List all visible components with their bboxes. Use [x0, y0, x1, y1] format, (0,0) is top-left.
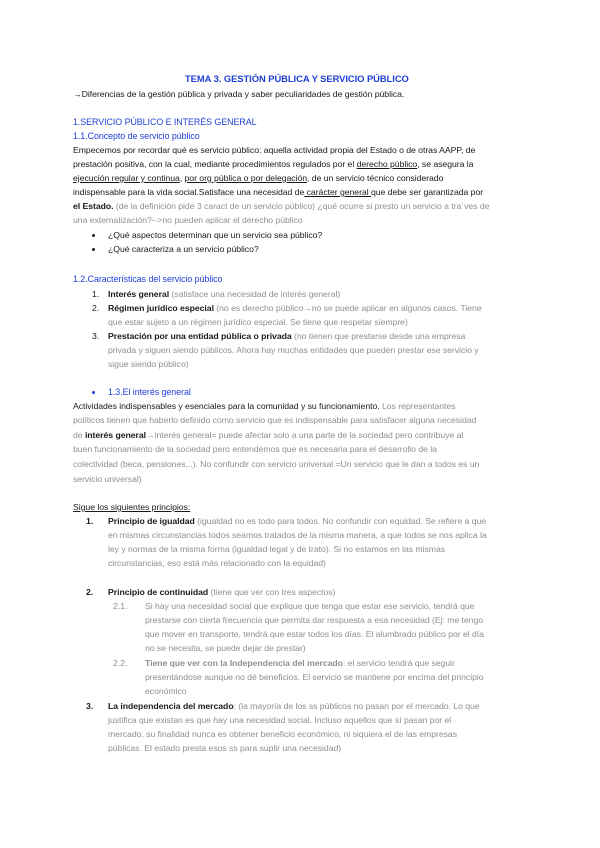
subsection-heading-1-3: 1.3.El interés general	[108, 387, 191, 397]
subsection-heading-1-2: 1.2.Características del servicio público	[73, 274, 223, 284]
subsection-heading-1-1: 1.1.Concepto de servicio público	[73, 131, 200, 141]
bullet-icon	[92, 248, 95, 251]
bullet-icon	[92, 234, 95, 237]
paragraph-line: el Estado. (de la definición pide 3 caract de un servicio público) ¿qué ocurre si presto un servicio a tra´ves de	[73, 201, 490, 211]
section-heading: 1.SERVICIO PÚBLICO E INTERÉS GENERAL	[73, 117, 257, 127]
sublist-number: 2.2.	[113, 658, 128, 668]
list-item-continuation: privada y siguen siendo públicos. Ahora hay muchas entidades que pueden prestar ese servicio y	[108, 345, 479, 355]
paragraph-line: de interés general→interés general= puede afectar solo a una parte de la sociedad pero contribuye al	[73, 430, 464, 440]
list-item: Interés general (satisface una necesidad de interés general)	[108, 289, 341, 299]
paragraph-line: Empecemos por recordar qué es servicio público: aquella actividad propia del Estado o de otras AAPP, de	[73, 145, 476, 155]
paragraph-line: servicio universal)	[73, 474, 142, 484]
paragraph-line: colectividad (beca, pensiones,..). No confundir con servicio universal =Un servicio que le dan a todos es un	[73, 459, 480, 469]
paragraph-line: ejecución regular y continua, por org pública o por delegación, de un servicio técnico considerado	[73, 173, 444, 183]
bullet-icon	[92, 391, 95, 394]
list-number: 2.	[92, 303, 100, 313]
list-number: 2.	[86, 587, 94, 597]
list-item-continuation: justifica que existan es que hay una necesidad social. Incluso aquellos que sí pasan por el	[108, 715, 452, 725]
list-number: 3.	[86, 701, 94, 711]
paragraph-line: Actividades indispensables y esenciales para la comunidad y su funcionamiento. Los representantes	[73, 401, 456, 411]
paragraph-line: prestación positiva, con la cual, mediante procedimientos regulados por el derecho público, se asegura la	[73, 159, 474, 169]
list-item: ¿Qué caracteriza a un servicio público?	[108, 244, 259, 254]
principles-intro: Sigue los siguientes principios:	[73, 502, 191, 512]
paragraph-line: una externalización?-->no pueden aplicar el derecho público	[73, 215, 303, 225]
document-title: TEMA 3. GESTIÓN PÚBLICA Y SERVICIO PÚBLICO	[185, 73, 409, 84]
list-item-continuation: que estar sujeto a un régimen jurídico especial. Se tiene que respetar siempre)	[108, 317, 408, 327]
list-item-continuation: mercado, su finalidad nunca es obtener beneficio económico, ni siquiera el de las empresas	[108, 729, 457, 739]
sublist-item-continuation: económico	[145, 686, 187, 696]
sublist-item-continuation: que mover en transporte, tendrá que estar todos los días. El alumbrado público por el día	[145, 629, 484, 639]
sublist-item-continuation: no se necesita, se puede dejar de prestar)	[145, 643, 306, 653]
sublist-number: 2.1.	[113, 601, 128, 611]
sublist-item: Si hay una necesidad social que explique que tenga que estar ese servicio, tendrá que	[145, 601, 475, 611]
list-item-continuation: sigue siendo público)	[108, 359, 189, 369]
document-subtitle: →Diferencias de la gestión pública y privada y saber peculiaridades de gestión pública.	[73, 89, 405, 99]
list-item: Prestación por una entidad pública o privada (no tienen que prestarse desde una empresa	[108, 331, 466, 341]
sublist-item: Tiene que ver con la Independencia del mercado: el servicio tendrá que seguir	[145, 658, 455, 668]
list-item-continuation: ley y normas de la misma forma (igualdad legal y de trato). Si no estamos en las mismas	[108, 544, 446, 554]
paragraph-line: políticos tienen que haberlo definido como servicio que es indispensable para satisfacer alguna necesidad	[73, 415, 477, 425]
sublist-item-continuation: presentándose aunque no dé beneficios. El servicio se mantiene por encima del principio	[145, 672, 484, 682]
list-number: 1.	[86, 516, 94, 526]
list-item: La independencia del mercado: (la mayoría de los ss públicos no pasan por el mercado. Lo que	[108, 701, 480, 711]
paragraph-line: indispensable para la vida social.Satisface una necesidad de carácter general que debe ser garantizada por	[73, 187, 484, 197]
sublist-item-continuation: prestarse con cierta frecuencia que permita dar respuesta a esa necesidad (Ej: me tengo	[145, 615, 484, 625]
list-item-continuation: públicas. El estado presta esos ss para suplir una necesidad)	[108, 743, 342, 753]
paragraph-line: buen funcionamiento de la sociedad pero entendemos que es necesaria para el desarrollo de la	[73, 444, 437, 454]
list-item: Régimen jurídico especial (no es derecho público→no se puede aplicar en algunos casos. Tiene	[108, 303, 482, 313]
list-item: Principio de continuidad (tiene que ver con tres aspectos)	[108, 587, 336, 597]
list-item: ¿Qué aspectos determinan que un servicio sea público?	[108, 230, 323, 240]
list-number: 3.	[92, 331, 100, 341]
list-item-continuation: circunstancias, eso está más relacionado con la equidad)	[108, 558, 326, 568]
list-number: 1.	[92, 289, 100, 299]
list-item-continuation: en mismas circunstancias todos seamos tratados de la misma manera, a que todos se nos aplica la	[108, 530, 487, 540]
list-item: Principio de igualdad (igualdad no es todo para todos. No confundir con equidad. Se refiere a que	[108, 516, 487, 526]
